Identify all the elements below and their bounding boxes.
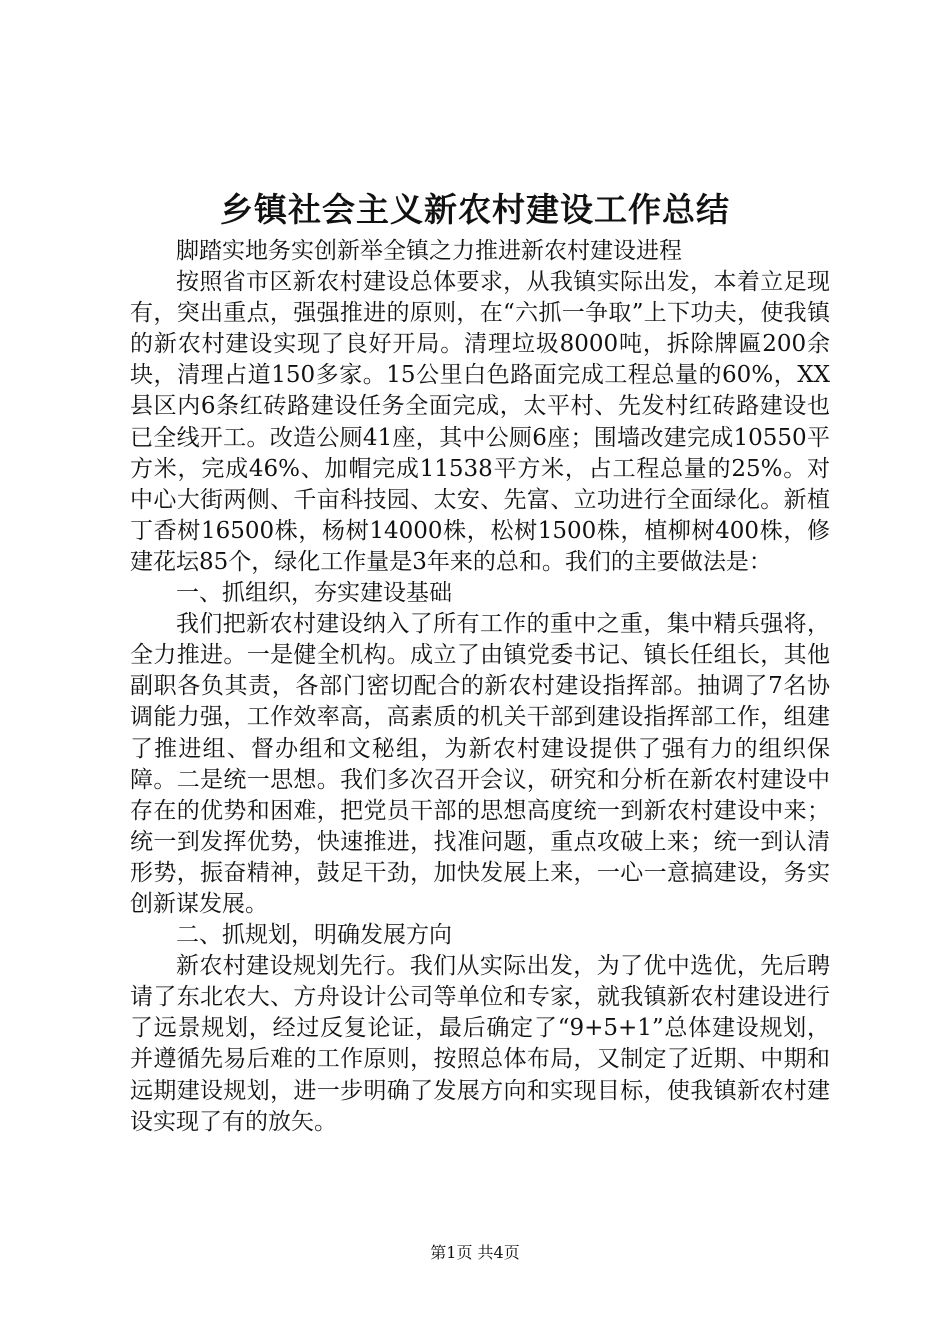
body-paragraph: 新农村建设规划先行。我们从实际出发，为了优中选优，先后聘请了东北农大、方舟设计公司等单位和专家，就我镇新农村建设进行了远景规划，经过反复论证，最后确定了“9+5+1”总体建设规划，并遵循先易后难的工作原则，按照总体布局，又制定了近期、中期和远期建设规划，进一步明确了发展方向和实现目标，使我镇新农村建设实现了有的放矢。 <box>130 953 830 1135</box>
document-title: 乡镇社会主义新农村建设工作总结 <box>220 190 730 229</box>
subtitle-paragraph: 脚踏实地务实创新举全镇之力推进新农村建设进程 <box>176 238 682 264</box>
body-paragraph: 按照省市区新农村建设总体要求，从我镇实际出发，本着立足现有，突出重点，强强推进的原则，在“六抓一争取”上下功夫，使我镇的新农村建设实现了良好开局。清理垃圾8000吨，拆除牌匾200余块，清理占道150多家。15公里白色路面完成工程总量的60%，XX县区内6条红砖路建设任务全面完成，太平村、先发村红砖路建设也已全线开工。改造公厕41座，其中公厕6座；围墙改建完成10550平方米，完成46%、加帽完成11538平方米，占工程总量的25%。对中心大街两侧、千亩科技园、太安、先富、立功进行全面绿化。新植丁香树16500株，杨树14000株，松树1500株，植柳树400株，修建花坛85个，绿化工作量是3年来的总和。我们的主要做法是： <box>130 269 830 575</box>
body-paragraph: 我们把新农村建设纳入了所有工作的重中之重，集中精兵强将，全力推进。一是健全机构。成立了由镇党委书记、镇长任组长，其他副职各负其责，各部门密切配合的新农村建设指挥部。抽调了7名协调能力强，工作效率高，高素质的机关干部到建设指挥部工作，组建了推进组、督办组和文秘组，为新农村建设提供了强有力的组织保障。二是统一思想。我们多次召开会议，研究和分析在新农村建设中存在的优势和困难，把党员干部的思想高度统一到新农村建设中来；统一到发挥优势，快速推进，找准问题，重点攻破上来；统一到认清形势，振奋精神，鼓足干劲，加快发展上来，一心一意搞建设，务实创新谋发展。 <box>130 611 830 917</box>
document-body <box>130 236 830 1138</box>
page-footer: 第1页 共4页 <box>430 1243 520 1262</box>
section-heading: 一、抓组织，夯实建设基础 <box>176 580 452 607</box>
section-heading: 二、抓规划，明确发展方向 <box>176 922 452 949</box>
